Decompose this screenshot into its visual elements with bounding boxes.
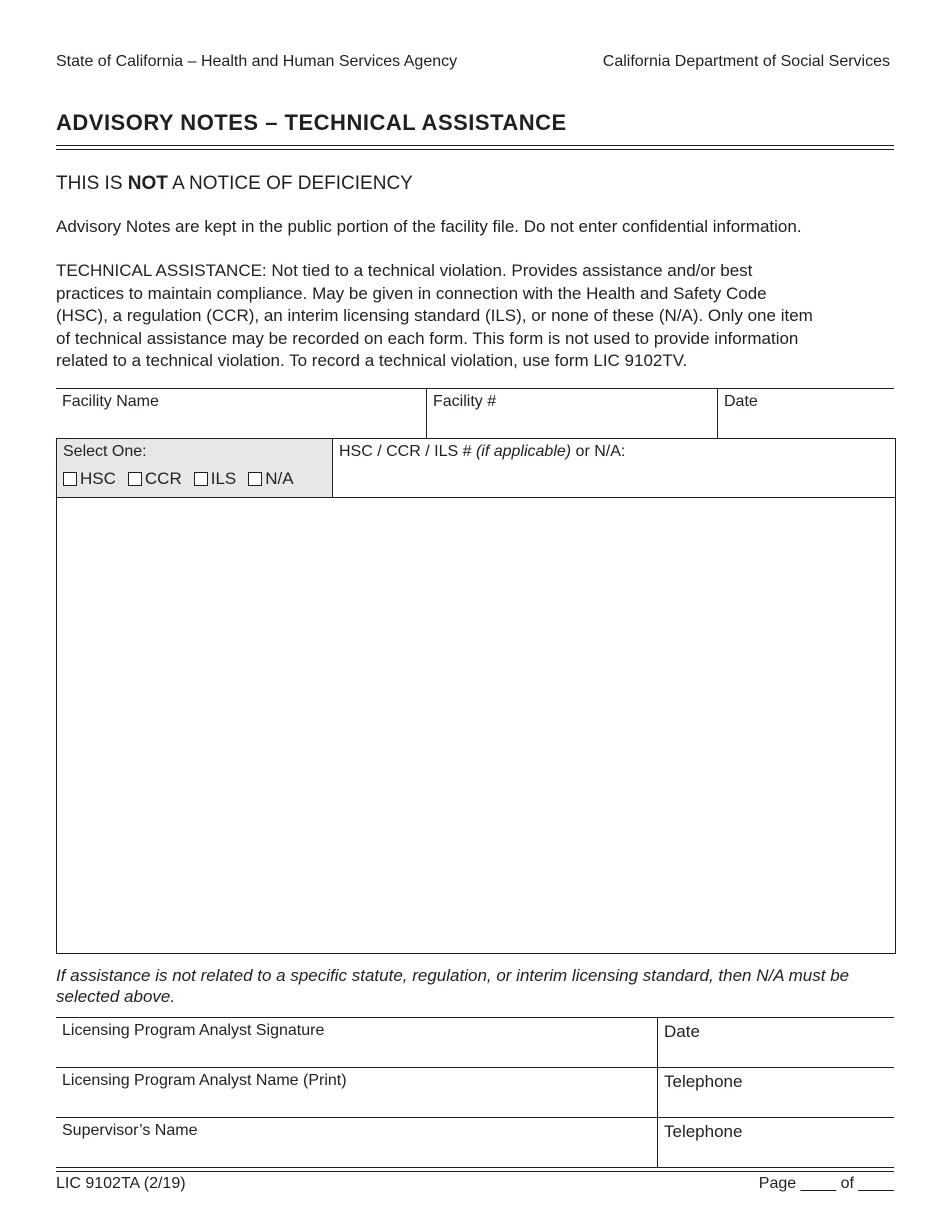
option-ils[interactable] — [194, 469, 237, 489]
form-title: ADVISORY NOTES – TECHNICAL ASSISTANCE — [56, 110, 567, 135]
select-one-cell — [57, 439, 333, 498]
option-hsc[interactable] — [63, 469, 116, 489]
department-header: California Department of Social Services — [602, 53, 890, 70]
title-divider — [56, 145, 894, 150]
hsc-checkbox[interactable] — [63, 472, 77, 486]
notes-text-area[interactable] — [57, 498, 895, 953]
ta-line: of technical assistance may be recorded on each form. This form is not used to provide information — [56, 328, 799, 348]
option-ccr[interactable] — [128, 469, 182, 489]
advisory-text: Advisory Notes are kept in the public portion of the facility file. Do not enter confidential information. — [56, 217, 802, 236]
select-options — [63, 469, 326, 489]
page-number: Page ____ of ____ — [758, 1175, 894, 1192]
facility-row — [56, 388, 894, 438]
option-label: CCR — [144, 469, 182, 488]
signature-date-label: Date — [664, 1022, 700, 1041]
signature-row — [56, 1018, 894, 1068]
signature-row — [56, 1068, 894, 1118]
na-checkbox[interactable] — [248, 472, 262, 486]
supervisor-telephone-field[interactable] — [657, 1118, 894, 1168]
notice-prefix: THIS IS — [56, 173, 123, 194]
option-label: N/A — [265, 469, 294, 488]
analyst-telephone-label: Telephone — [664, 1072, 743, 1091]
signature-row — [56, 1118, 894, 1168]
facility-number-field[interactable] — [426, 389, 717, 439]
code-number-field[interactable] — [333, 439, 895, 498]
technical-assistance-box — [56, 438, 896, 954]
ta-line: related to a technical violation. To record a technical violation, use form LIC 9102TV. — [56, 351, 688, 370]
option-na[interactable] — [248, 469, 293, 489]
facility-name-label: Facility Name — [62, 393, 159, 410]
analyst-name-field[interactable] — [56, 1068, 657, 1118]
supervisor-name-field[interactable] — [56, 1118, 657, 1168]
na-instruction-note: If assistance is not related to a specific statute, regulation, or interim licensing standard, then N/A must be selected above. — [56, 966, 850, 1006]
ccr-checkbox[interactable] — [128, 472, 142, 486]
form-id: LIC 9102TA (2/19) — [56, 1175, 186, 1192]
code-field-italic: (if applicable) — [475, 443, 572, 460]
notice-suffix: A NOTICE OF DEFICIENCY — [172, 173, 413, 194]
analyst-name-label: Licensing Program Analyst Name (Print) — [62, 1072, 347, 1089]
facility-date-field[interactable] — [717, 389, 894, 439]
analyst-signature-label: Licensing Program Analyst Signature — [62, 1022, 325, 1039]
ta-line: (HSC), a regulation (CCR), an interim licensing standard (ILS), or none of these (N/A). Only one item — [56, 306, 813, 325]
ta-line: TECHNICAL ASSISTANCE: Not tied to a technical violation. Provides assistance and/or best — [56, 261, 753, 280]
footer-divider — [56, 1167, 894, 1172]
supervisor-name-label: Supervisor’s Name — [62, 1122, 198, 1139]
notice-emphasis: NOT — [127, 173, 168, 194]
ils-checkbox[interactable] — [194, 472, 208, 486]
facility-number-label: Facility # — [433, 393, 497, 410]
analyst-signature-field[interactable] — [56, 1018, 657, 1068]
option-label: ILS — [210, 469, 237, 488]
signature-table — [56, 1017, 894, 1169]
agency-header: State of California – Health and Human Services Agency — [56, 53, 458, 70]
notice-heading — [56, 173, 413, 195]
supervisor-telephone-label: Telephone — [664, 1122, 743, 1141]
facility-date-label: Date — [724, 393, 758, 410]
select-one-label: Select One: — [63, 443, 147, 460]
ta-line: practices to maintain compliance. May be given in connection with the Health and Safety Code — [56, 283, 767, 303]
facility-name-field[interactable] — [56, 389, 426, 439]
technical-assistance-paragraph — [56, 260, 901, 373]
option-label: HSC — [80, 469, 116, 488]
signature-date-field[interactable] — [657, 1018, 894, 1068]
analyst-telephone-field[interactable] — [657, 1068, 894, 1118]
code-field-prefix: HSC / CCR / ILS # — [339, 443, 472, 460]
code-field-suffix: or N/A: — [575, 443, 626, 460]
